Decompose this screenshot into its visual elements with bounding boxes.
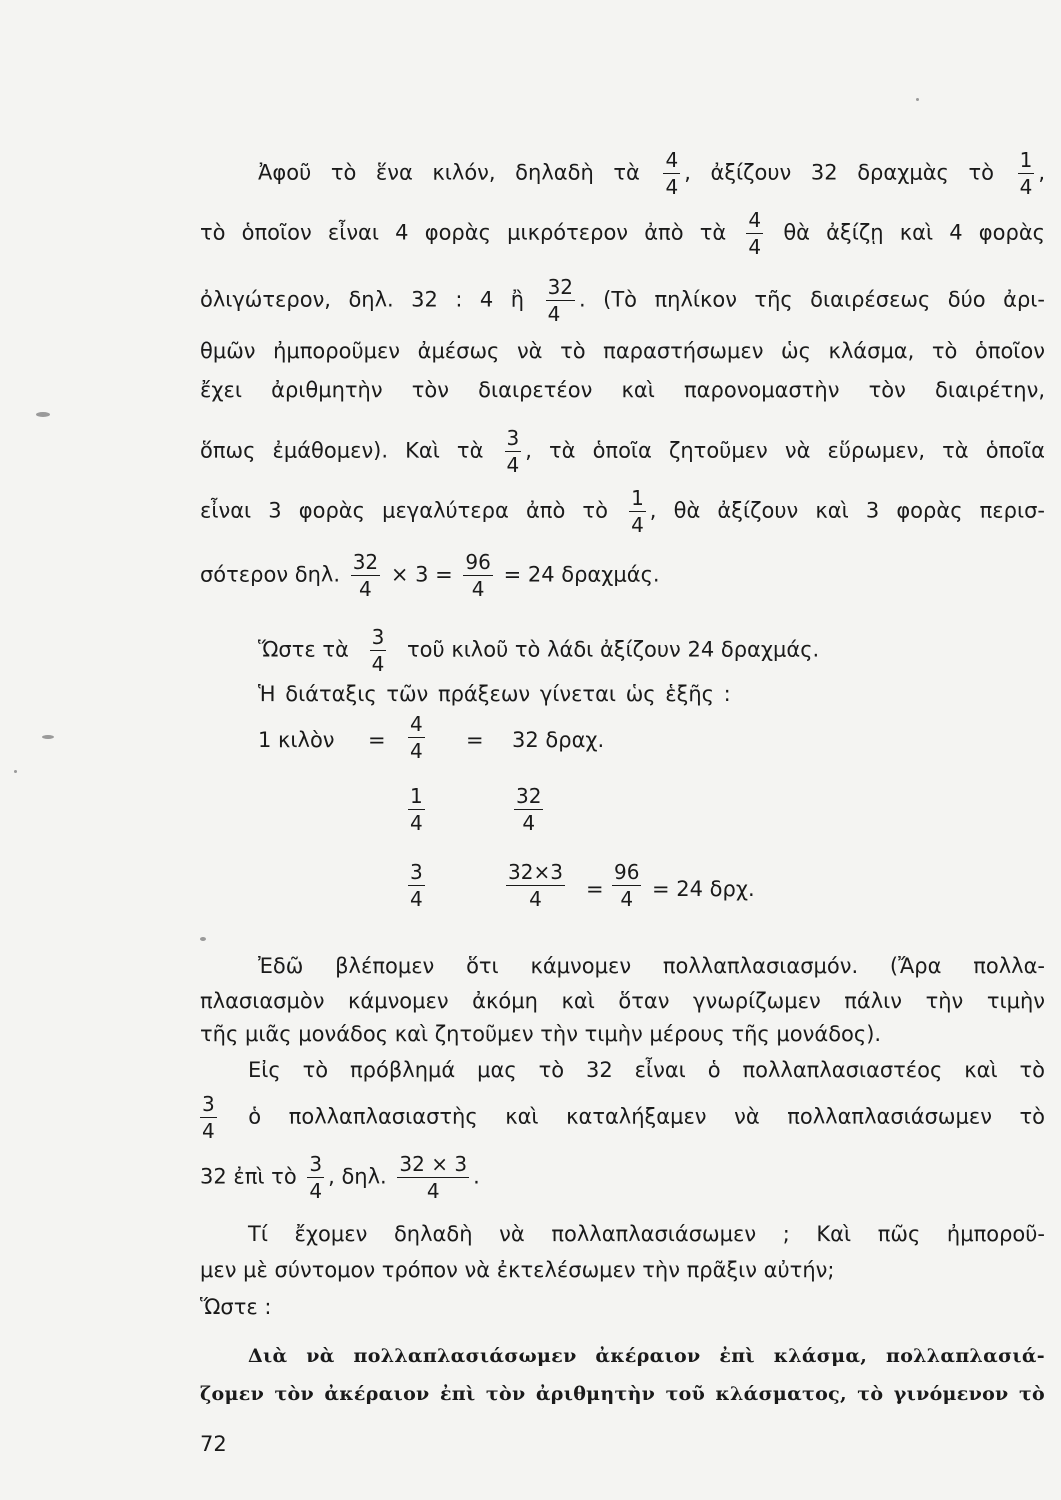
text-line-2: τὸ ὁποῖον εἶναι 4 φορὰς μικρότερον ἀπὸ τὰ $\frac{4}{4}$ θὰ ἀξίζῃ καὶ 4 φορὰς (200, 208, 1045, 259)
fraction: $\frac{4}{4}$ (748, 208, 762, 259)
text-line-12: πλασιασμὸν κάμνομεν ἀκόμη καὶ ὅταν γνωρίζωμεν πάλιν τὴν τιμὴν (200, 989, 1045, 1013)
table-frac-3-4: $\frac{3}{4}$ (410, 860, 423, 911)
text-line-13: τῆς μιᾶς μονάδος καὶ ζητοῦμεν τὴν τιμὴν μέρους τῆς μονάδος). (200, 1022, 882, 1046)
table-frac-32-4: $\frac{32}{4}$ (516, 784, 542, 835)
fraction: $\frac{1}{4}$ (631, 486, 644, 537)
rule-line-1: Διὰ νὰ πολλαπλασιάσωμεν ἀκέραιον ἐπὶ κλάσμα, πολλαπλασιά- (248, 1345, 1045, 1367)
table-result: = 24 δρχ. (652, 877, 755, 901)
text-line-9: Ὥστε τὰ $\frac{3}{4}$ τοῦ κιλοῦ τὸ λάδι ἀξίζουν 24 δραχμάς. (258, 625, 820, 676)
text-line-1: Ἀφοῦ τὸ ἕνα κιλόν, δηλαδὴ τὰ $\frac{4}{4}$ , ἀξίζουν 32 δραχμὰς τὸ $\frac{1}{4}$ , (258, 148, 1045, 199)
rule-line-2: ζομεν τὸν ἀκέραιον ἐπὶ τὸν ἀριθμητὴν τοῦ κλάσματος, τὸ γινόμενον τὸ (200, 1383, 1045, 1405)
table-cell-32-drach: 32 δραχ. (512, 728, 605, 752)
text-line-4: θμῶν ἠμποροῦμεν ἀμέσως νὰ τὸ παραστήσωμεν ὡς κλάσμα, τὸ ὁποῖον (200, 339, 1045, 363)
text-line-18: μεν μὲ σύντομον τρόπον νὰ ἐκτελέσωμεν τὴν πρᾶξιν αὐτήν; (200, 1258, 835, 1282)
table-eq: = (586, 877, 604, 901)
table-frac-32x3-4: $\frac{32\times 3}{4}$ (508, 860, 563, 911)
fraction: $\frac{3}{4}$ (202, 1092, 215, 1143)
text-line-3: ὀλιγώτερον, δηλ. 32 : 4 ἢ $\frac{32}{4}$ . (Τὸ πηλίκον τῆς διαιρέσεως δύο ἀρι- (200, 275, 1045, 326)
text-line-8: σότερον δηλ. $\frac{32}{4}$ × 3 = $\frac{96}{4}$ = 24 δραχμάς. (200, 550, 660, 601)
fraction: $\frac{4}{4}$ (665, 148, 679, 199)
table-cell-1-kilo: 1 κιλὸν (258, 728, 335, 752)
table-frac-96-4: $\frac{96}{4}$ (614, 860, 640, 911)
text-line-7: εἶναι 3 φορὰς μεγαλύτερα ἀπὸ τὸ $\frac{1}{4}$ , θὰ ἀξίζουν καὶ 3 φορὰς περισ- (200, 486, 1045, 537)
text-line-11: Ἐδῶ βλέπομεν ὅτι κάμνομεν πολλαπλασιασμόν. (Ἄρα πολλα- (258, 954, 1045, 978)
table-eq: = (368, 728, 386, 752)
text-line-15: $\frac{3}{4}$ ὁ πολλαπλασιαστὴς καὶ καταλήξαμεν νὰ πολλαπλασιάσωμεν τὸ (202, 1092, 1045, 1143)
fraction: $\frac{1}{4}$ (1019, 148, 1033, 199)
text-line-17: Τί ἔχομεν δηλαδὴ νὰ πολλαπλασιάσωμεν ; Καὶ πῶς ἠμποροῦ- (248, 1222, 1045, 1246)
fraction: $\frac{3}{4}$ (371, 625, 385, 676)
fraction: $\frac{32}{4}$ (352, 550, 379, 601)
text-line-19: Ὥστε : (200, 1295, 272, 1319)
fraction: $\frac{32}{4}$ (547, 275, 574, 326)
text-line-14: Εἰς τὸ πρόβλημά μας τὸ 32 εἶναι ὁ πολλαπλασιαστέος καὶ τὸ (248, 1058, 1045, 1082)
fraction: $\frac{96}{4}$ (465, 550, 491, 601)
text-line-5: ἔχει ἀριθμητὴν τὸν διαιρετέον καὶ παρονομαστὴν τὸν διαιρέτην, (200, 378, 1045, 402)
text-line-6: ὅπως ἐμάθομεν). Καὶ τὰ $\frac{3}{4}$ , τὰ ὁποῖα ζητοῦμεν νὰ εὕρωμεν, τὰ ὁποῖα (200, 426, 1045, 477)
table-frac-1-4: $\frac{1}{4}$ (410, 784, 423, 835)
text-line-10: Ἡ διάταξις τῶν πράξεων γίνεται ὡς ἑξῆς : (258, 682, 731, 706)
fraction: $\frac{3}{4}$ (309, 1152, 323, 1203)
text-line-16: 32 ἐπὶ τὸ $\frac{3}{4}$ , δηλ. $\frac{32 \times 3}{4}$ . (200, 1152, 480, 1203)
fraction: $\frac{3}{4}$ (506, 426, 520, 477)
fraction: $\frac{32 \times 3}{4}$ (399, 1152, 468, 1203)
page-number: 72 (200, 1432, 227, 1456)
table-frac-4-4: $\frac{4}{4}$ (410, 712, 423, 763)
table-eq: = (466, 728, 484, 752)
